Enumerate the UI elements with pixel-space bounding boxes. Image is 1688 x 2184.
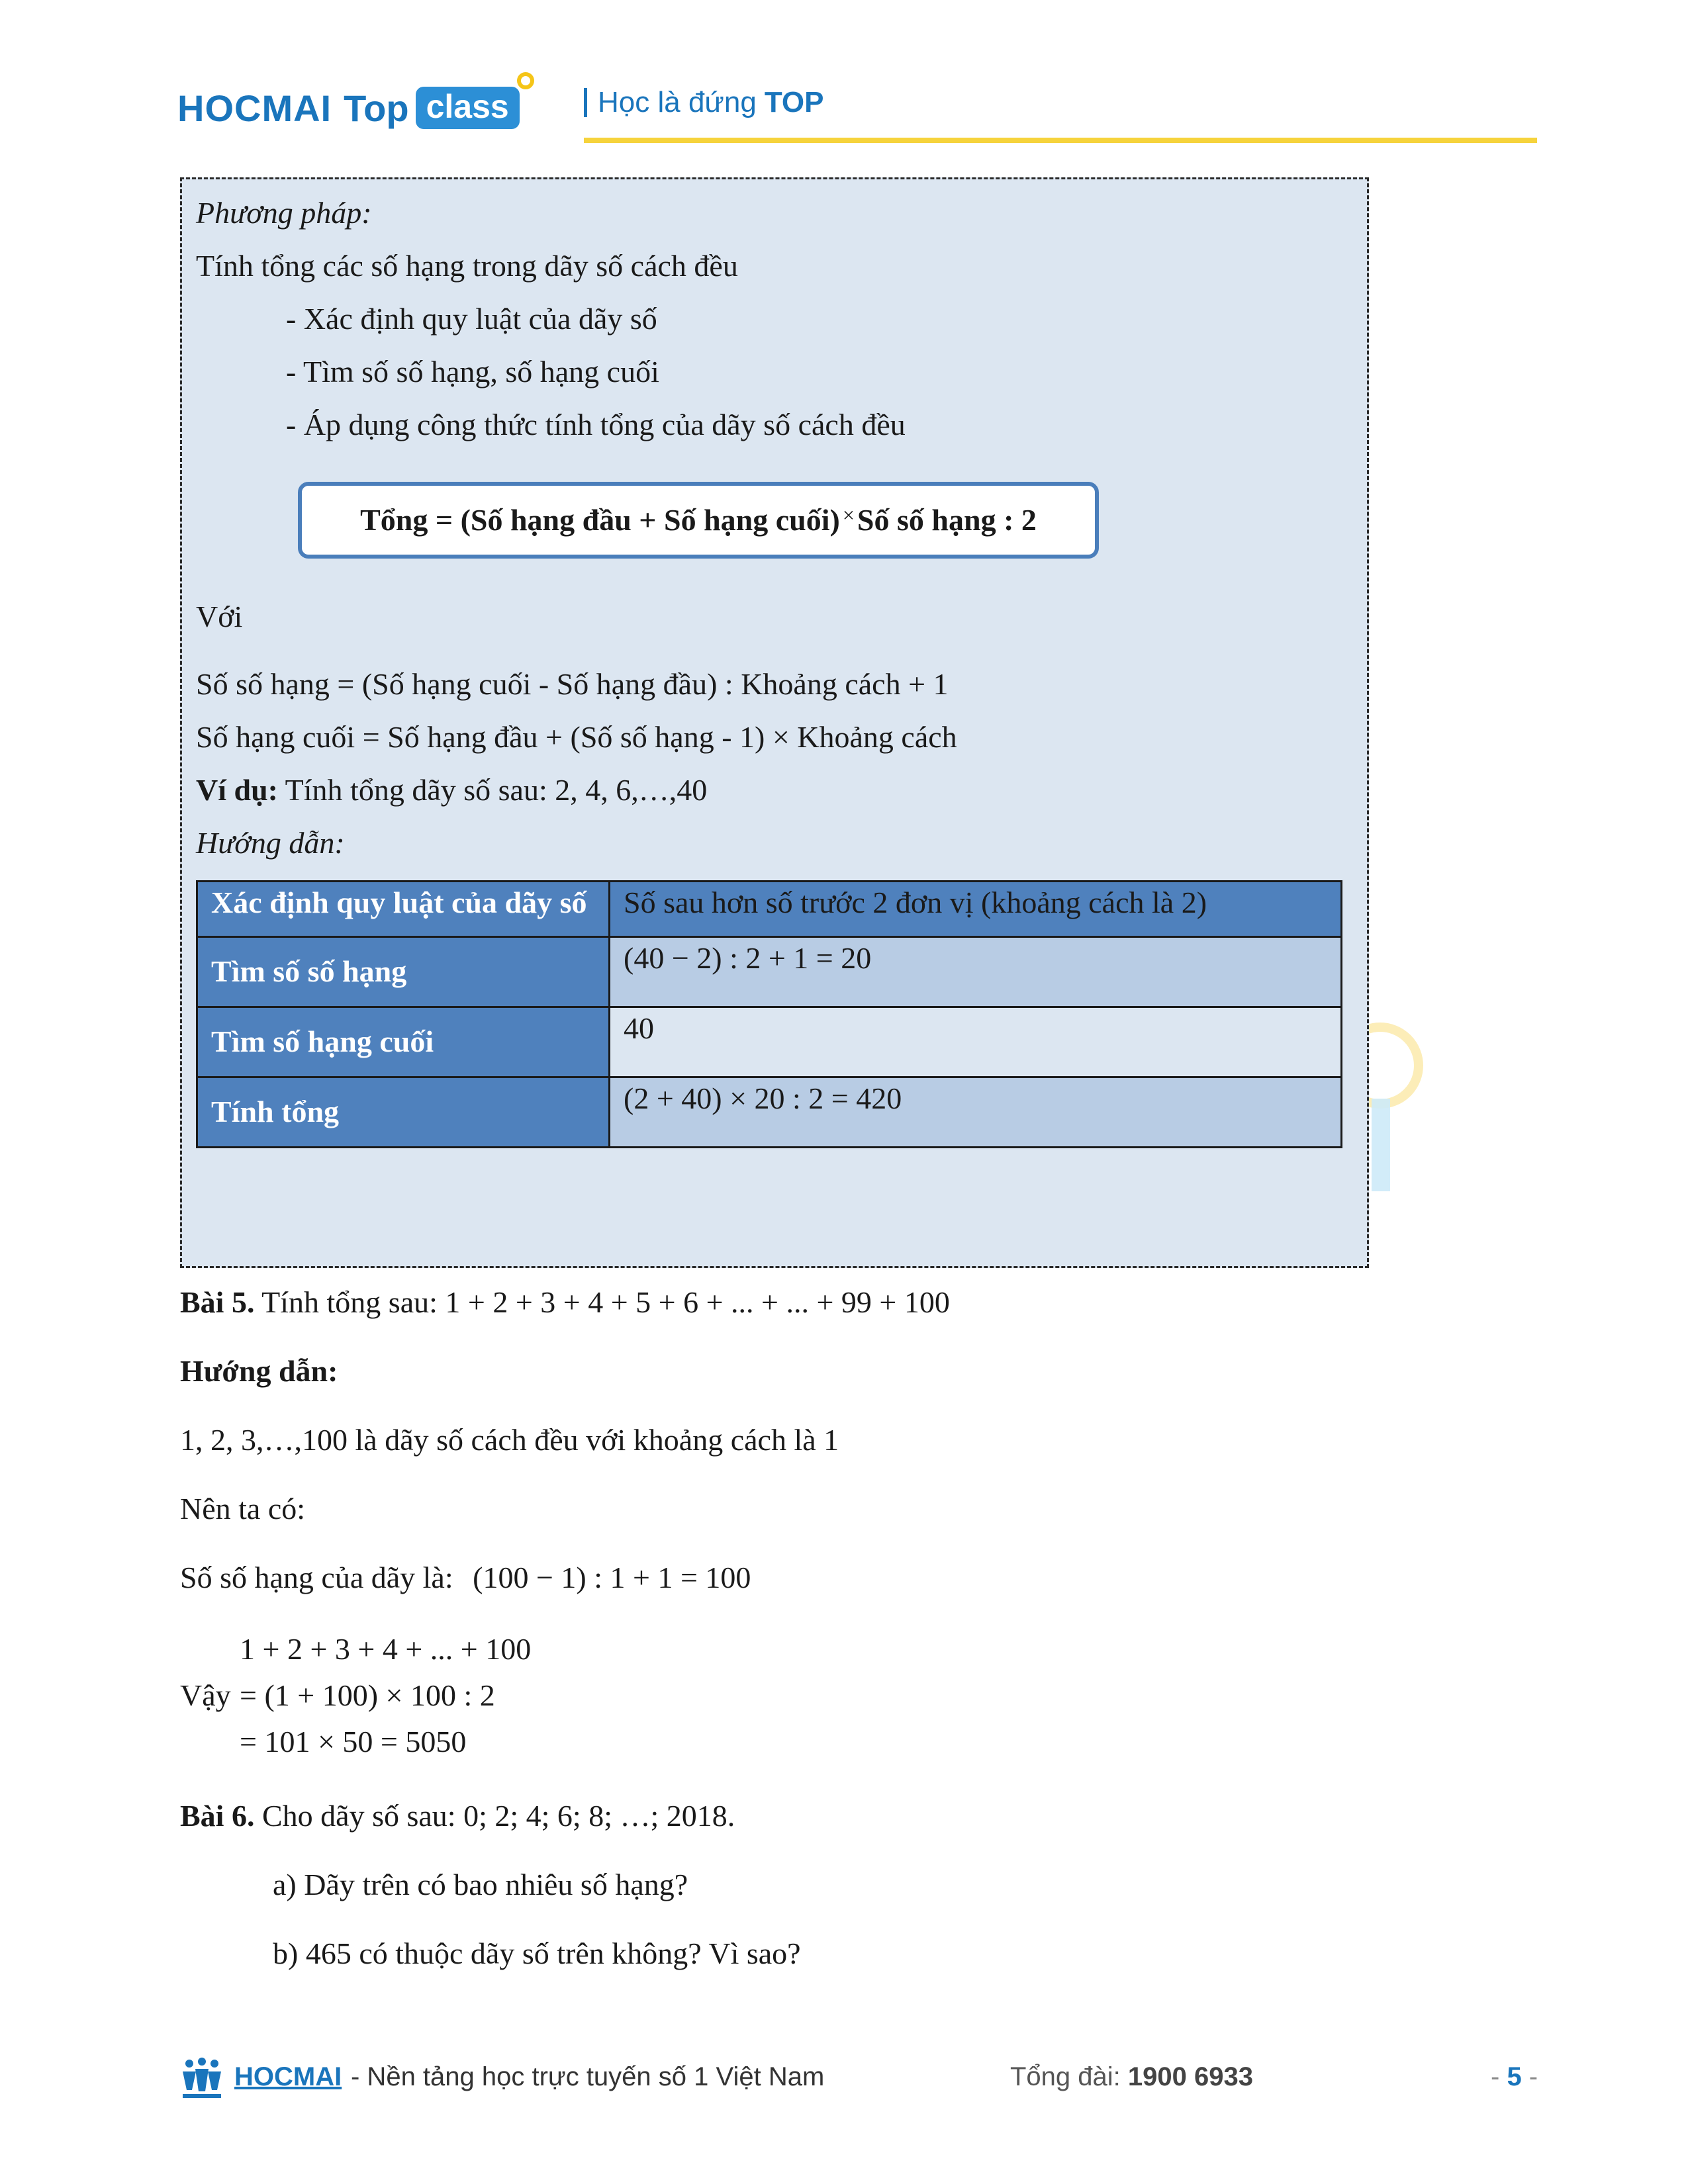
bai6-part-a: a) Dãy trên có bao nhiêu số hạng?	[273, 1868, 688, 1901]
tagline-text: Học là đứng	[598, 86, 757, 118]
example-table	[196, 880, 1342, 1148]
header-underline	[584, 138, 1537, 143]
table-row	[197, 1077, 1342, 1148]
bai5-text: Tính tổng sau: 1 + 2 + 3 + 4 + 5 + 6 + ... + ... + 99 + 100	[254, 1285, 950, 1319]
header-tagline	[584, 86, 823, 119]
bai5-label: Bài 5.	[180, 1285, 255, 1319]
rule-2: Số hạng cuối = Số hạng đầu + (Số số hạng - 1) × Khoảng cách	[196, 720, 957, 754]
bai5-question	[180, 1284, 950, 1321]
bai5-line-3-text: Số số hạng của dãy là:	[180, 1561, 453, 1594]
hotline-number: 1900 6933	[1127, 2062, 1253, 2091]
method-step-3: - Áp dụng công thức tính tổng của dãy số cách đều	[286, 408, 906, 441]
vay-label: Vậy	[180, 1678, 231, 1712]
watermark-bar	[1372, 1099, 1390, 1191]
page-footer	[180, 2057, 1544, 2103]
bai5-line-1: 1, 2, 3,…,100 là dãy số cách đều với khoảng cách là 1	[180, 1423, 839, 1457]
method-step-2: - Tìm số số hạng, số hạng cuối	[286, 355, 659, 388]
with-label: Với	[196, 600, 243, 633]
table-value-cell: 40	[610, 1007, 1342, 1077]
table-row	[197, 937, 1342, 1007]
footer-brand-link[interactable]: HOCMAI	[234, 2062, 342, 2091]
method-step-1: - Xác định quy luật của dãy số	[286, 302, 657, 336]
bai6-part-b: b) 465 có thuộc dãy số trên không? Vì sao?	[273, 1936, 801, 1970]
logo-class-text: class	[426, 88, 509, 125]
tagline-divider	[584, 88, 587, 117]
table-label-cell: Tìm số số hạng	[197, 937, 610, 1007]
sum-step-2: = 101 × 50 = 5050	[240, 1725, 467, 1758]
bai6-label: Bài 6.	[180, 1799, 255, 1833]
guide-label: Hướng dẫn:	[196, 826, 345, 860]
formula-right: Số số hạng : 2	[857, 503, 1037, 537]
hocmai-people-icon	[180, 2057, 224, 2101]
table-value-cell: (40 − 2) : 2 + 1 = 20	[610, 937, 1342, 1007]
hotline-label: Tổng đài:	[1010, 2062, 1128, 2091]
bai6-text: Cho dãy số sau: 0; 2; 4; 6; 8; …; 2018.	[254, 1799, 735, 1833]
sun-star-icon	[517, 72, 534, 89]
bai5-guide-label: Hướng dẫn:	[180, 1354, 338, 1388]
rule-1: Số số hạng = (Số hạng cuối - Số hạng đầu) : Khoảng cách + 1	[196, 667, 949, 701]
example-label: Ví dụ:	[196, 773, 278, 807]
table-label-cell: Tính tổng	[197, 1077, 610, 1148]
tagline-emphasis: TOP	[764, 86, 824, 118]
example-line	[196, 772, 707, 809]
hocmai-topclass-logo	[177, 78, 520, 138]
table-label-cell: Tìm số hạng cuối	[197, 1007, 610, 1077]
bai5-line-2: Nên ta có:	[180, 1492, 306, 1525]
method-intro: Tính tổng các số hạng trong dãy số cách đều	[196, 249, 738, 283]
logo-hocmai-text: HOCMAI	[177, 87, 332, 129]
page-number: - 5 -	[1491, 2062, 1538, 2091]
bai6-question	[180, 1797, 735, 1835]
footer-hotline	[1010, 2062, 1253, 2092]
formula-box	[298, 482, 1099, 559]
table-value-cell: Số sau hơn số trước 2 đơn vị (khoảng cách là 2)	[610, 882, 1342, 937]
logo-top-text: Top	[344, 87, 409, 129]
table-label-cell: Xác định quy luật của dãy số	[197, 882, 610, 937]
method-title: Phương pháp:	[196, 196, 372, 230]
sum-step-1: = (1 + 100) × 100 : 2	[240, 1678, 495, 1712]
bai5-line-3	[180, 1559, 751, 1596]
bai5-line-3-math: (100 − 1) : 1 + 1 = 100	[473, 1561, 751, 1594]
table-row	[197, 882, 1342, 937]
table-row	[197, 1007, 1342, 1077]
example-text: Tính tổng dãy số sau: 2, 4, 6,…,40	[277, 773, 708, 807]
formula-times: ×	[842, 503, 855, 527]
footer-description: - Nền tảng học trực tuyến số 1 Việt Nam	[351, 2062, 825, 2091]
sum-expression: 1 + 2 + 3 + 4 + ... + 100	[240, 1632, 532, 1666]
formula-left: Tổng = (Số hạng đầu + Số hạng cuối)	[360, 503, 840, 537]
table-value-cell: (2 + 40) × 20 : 2 = 420	[610, 1077, 1342, 1148]
logo-class-badge	[416, 87, 520, 129]
